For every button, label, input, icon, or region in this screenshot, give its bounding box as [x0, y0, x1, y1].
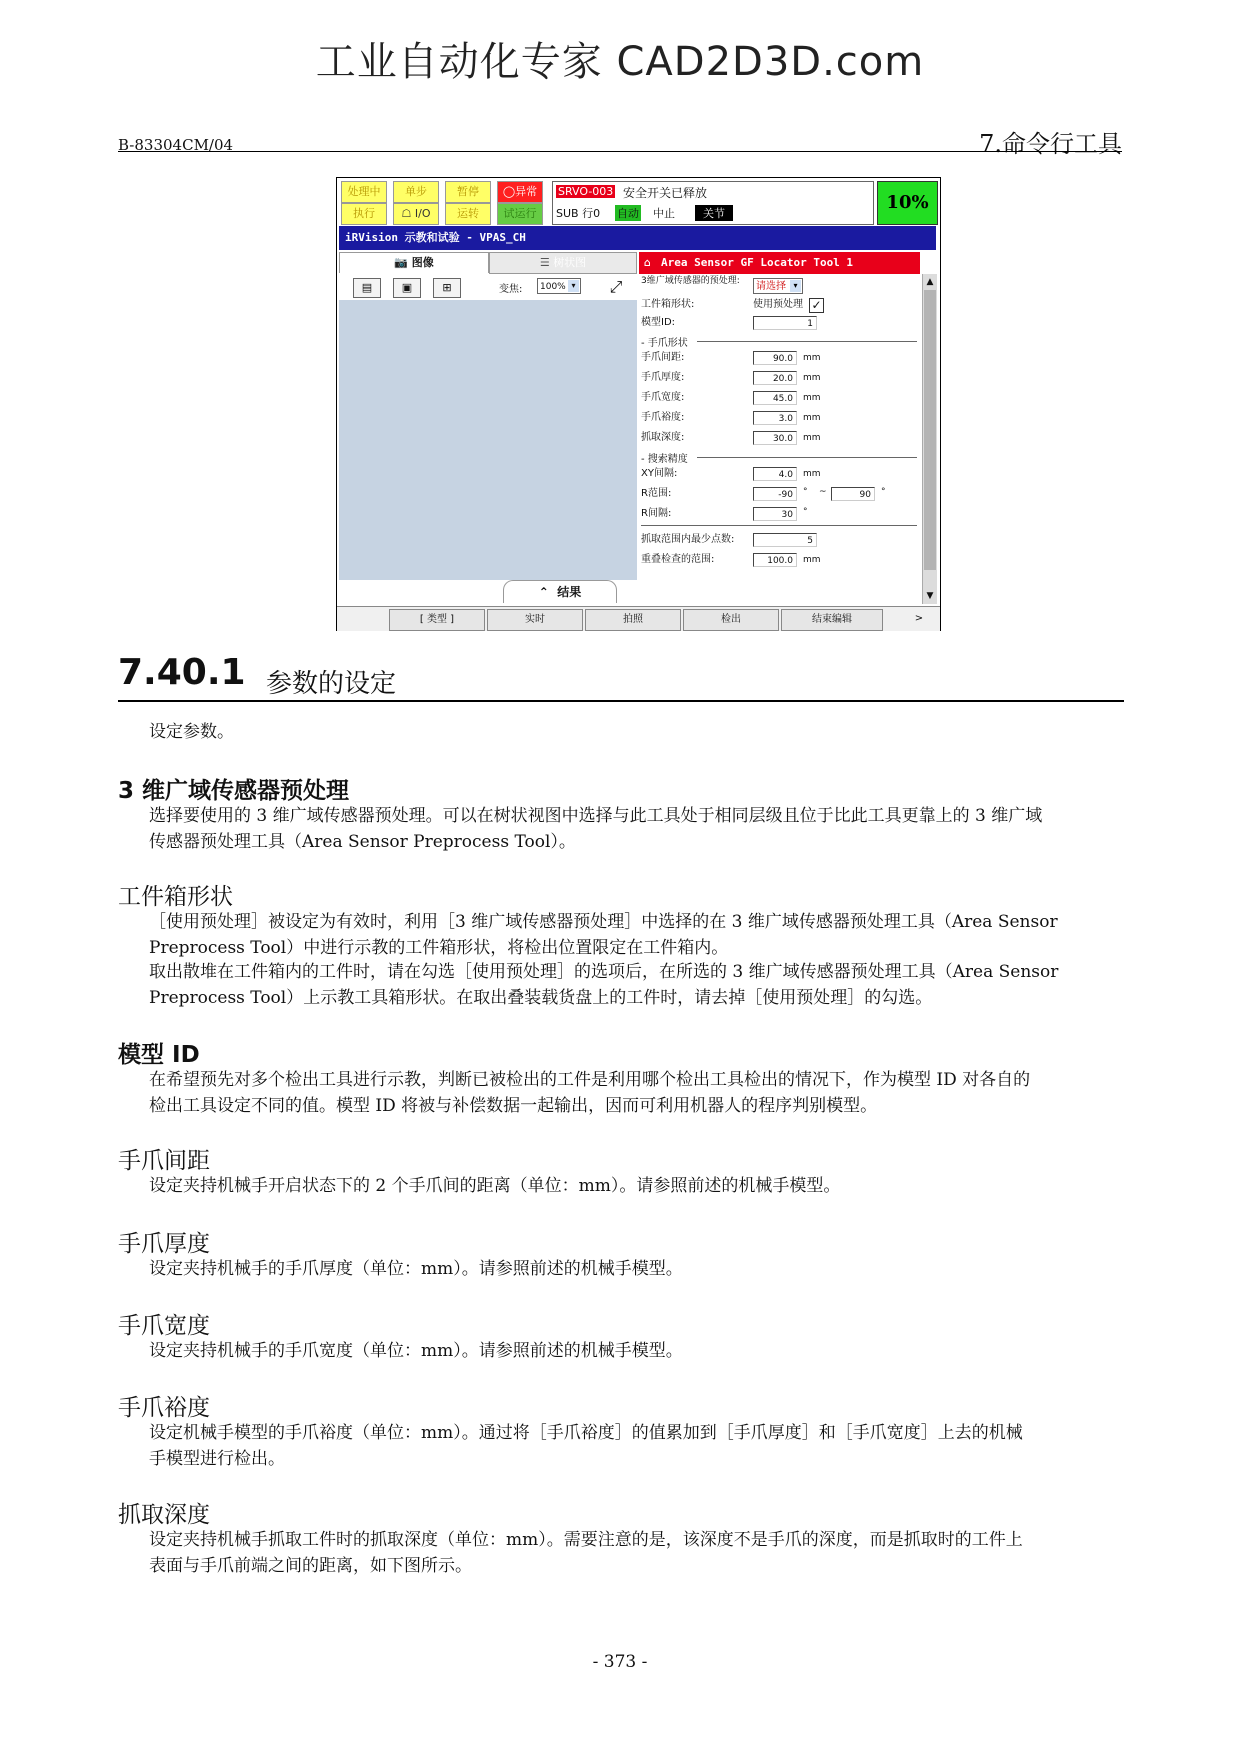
- alarm-message-box: [552, 181, 874, 225]
- item-heading: 模型 ID: [118, 1042, 200, 1068]
- softkey-live[interactable]: 实时: [487, 609, 583, 631]
- pendant-screenshot: [336, 177, 941, 631]
- hand-margin-input[interactable]: 3.0: [753, 411, 797, 425]
- section-intro: 设定参数。: [149, 722, 234, 742]
- item-body-line: 选择要使用的 3 维广域传感器预处理。可以在树状视图中选择与此工具处于相同层级且位于比此工具更靠上的 3 维广域: [149, 806, 1043, 826]
- results-tab[interactable]: [503, 580, 617, 603]
- overlap-range-label: 重叠检查的范围:: [641, 554, 715, 565]
- item-body-line: 设定夹持机械手抓取工件时的抓取深度（单位：mm）。需要注意的是，该深度不是手爪的深度，而是抓取时的工件上: [149, 1530, 1023, 1550]
- r-step-input[interactable]: 30: [753, 507, 797, 521]
- alarm-message: 安全开关已释放: [623, 186, 708, 200]
- camera-icon: 📷: [394, 256, 408, 269]
- led-step: 单步: [393, 181, 439, 203]
- function-key-bar: [337, 606, 940, 631]
- image-display[interactable]: [339, 300, 637, 580]
- xy-interval-unit: mm: [803, 469, 821, 479]
- item-body-line: 在希望预先对多个检出工具进行示教，判断已被检出的工件是利用哪个检出工具检出的情况下，作为模型 ID 对各自的: [149, 1070, 1031, 1090]
- item-body-line: 传感器预处理工具（Area Sensor Preprocess Tool）。: [149, 832, 576, 852]
- item-heading: 工件箱形状: [118, 884, 233, 910]
- hand-width-label: 手爪宽度:: [641, 392, 685, 403]
- sensor-preprocess-value: 请选择: [756, 281, 786, 292]
- min-points-label: 抓取范围内最少点数:: [641, 534, 735, 545]
- box-shape-option: 使用预处理: [753, 299, 803, 310]
- hand-shape-section: [641, 334, 917, 348]
- tab-tree[interactable]: [489, 252, 637, 274]
- sensor-preprocess-select[interactable]: [753, 278, 803, 294]
- item-heading: 手爪间距: [118, 1148, 210, 1174]
- r-range-min-unit: °: [803, 487, 808, 497]
- fault-icon: ◯: [502, 185, 516, 198]
- model-id-label: 模型ID:: [641, 317, 676, 328]
- tool-title-text: Area Sensor GF Locator Tool 1: [661, 256, 854, 269]
- led-hold: 暂停: [445, 181, 491, 203]
- document-id: B-83304CM/04: [118, 136, 234, 154]
- save-image-button[interactable]: [393, 278, 421, 298]
- hand-thickness-input[interactable]: 20.0: [753, 371, 797, 385]
- hand-gap-unit: mm: [803, 353, 821, 363]
- results-tab-label: 结果: [557, 585, 582, 599]
- search-section: [641, 450, 917, 464]
- led-run: 执行: [341, 203, 387, 225]
- grid-icon: ⊞: [442, 281, 452, 294]
- zoom-label: 变焦:: [499, 284, 523, 295]
- grasp-depth-input[interactable]: 30.0: [753, 431, 797, 445]
- tree-icon: ☰: [539, 256, 550, 269]
- status-bar: [341, 181, 936, 223]
- expand-icon: ⤢: [609, 277, 623, 296]
- item-body-line: 设定夹持机械手的手爪厚度（单位：mm）。请参照前述的机械手模型。: [149, 1259, 683, 1279]
- grid-button[interactable]: [433, 278, 461, 298]
- scrollbar[interactable]: [922, 274, 937, 604]
- coord-system: 关节: [695, 205, 733, 221]
- page-number: - 373 -: [592, 1652, 648, 1672]
- hand-thickness-label: 手爪厚度:: [641, 372, 685, 383]
- sensor-preprocess-label: 3维广域传感器的预处理:: [641, 276, 740, 286]
- led-fault-label: 异常: [515, 185, 538, 198]
- alarm-code: SRVO-003: [558, 185, 614, 198]
- image-pane: [339, 252, 637, 604]
- mode-indicator: 自动: [617, 207, 639, 220]
- item-heading: 手爪厚度: [118, 1231, 210, 1257]
- item-body-line: 检出工具设定不同的值。模型 ID 将被与补偿数据一起输出，因而可利用机器人的程序判别模型。: [149, 1096, 878, 1116]
- item-body-line: 取出散堆在工件箱内的工件时，请在勾选［使用预处理］的选项后，在所选的 3 维广域传感器预处理工具（Area Sensor: [149, 962, 1059, 982]
- chevron-down-icon: ▾: [790, 280, 801, 292]
- chapter-title: 7.命令行工具: [979, 130, 1122, 158]
- grasp-depth-unit: mm: [803, 433, 821, 443]
- hand-width-input[interactable]: 45.0: [753, 391, 797, 405]
- tab-image-label: 图像: [411, 256, 434, 269]
- separator: [641, 525, 917, 526]
- hand-width-unit: mm: [803, 393, 821, 403]
- header-rule: [118, 151, 1122, 152]
- led-prod: 运转: [445, 203, 491, 225]
- item-heading: 3 维广域传感器预处理: [118, 778, 350, 804]
- program-line: SUB 行0: [556, 207, 601, 220]
- folder-icon: ▤: [361, 281, 373, 294]
- save-icon: ▣: [401, 281, 413, 294]
- r-range-min-input[interactable]: -90: [753, 487, 797, 501]
- item-body-line: Preprocess Tool）中进行示教的工件箱形状，将检出位置限定在工件箱内。: [149, 938, 729, 958]
- item-heading: 抓取深度: [118, 1502, 210, 1528]
- led-io: [393, 203, 439, 225]
- hand-gap-label: 手爪间距:: [641, 352, 685, 363]
- led-tcyc: 试运行: [497, 203, 543, 225]
- zoom-value: 100%: [540, 282, 566, 292]
- chevron-down-icon: ▾: [568, 280, 579, 292]
- scroll-up-icon[interactable]: ▲: [926, 277, 934, 287]
- item-body-line: 手模型进行检出。: [149, 1449, 285, 1469]
- tab-tree-label: 树状图: [553, 256, 587, 269]
- use-preprocess-checkbox[interactable]: [809, 298, 824, 313]
- item-body-line: 表面与手爪前端之间的距离，如下图所示。: [149, 1556, 472, 1576]
- hand-margin-unit: mm: [803, 413, 821, 423]
- hand-shape-section-label: - 手爪形状: [641, 338, 688, 349]
- item-body-line: 设定机械手模型的手爪裕度（单位：mm）。通过将［手爪裕度］的值累加到［手爪厚度］和［手爪宽度］上去的机械: [149, 1423, 1023, 1443]
- r-step-label: R间隔:: [641, 508, 672, 519]
- overlap-range-input[interactable]: 100.0: [753, 553, 797, 567]
- softkey-next[interactable]: >: [914, 613, 924, 624]
- hand-margin-label: 手爪裕度:: [641, 412, 685, 423]
- home-icon: ⌂: [644, 256, 651, 269]
- item-body-line: ［使用预处理］被设定为有效时，利用［3 维广域传感器预处理］中选择的在 3 维广域传感器预处理工具（Area Sensor: [149, 912, 1058, 932]
- led-io-label: I/O: [414, 207, 431, 220]
- section-rule: [118, 700, 1124, 702]
- check-icon: ✓: [811, 298, 822, 312]
- led-fault: [497, 181, 543, 203]
- watermark: 工业自动化专家 CAD2D3D.com: [315, 39, 925, 85]
- item-heading: 手爪裕度: [118, 1395, 210, 1421]
- r-step-unit: °: [803, 507, 808, 517]
- softkey-end-edit[interactable]: 结束编辑: [781, 609, 883, 631]
- box-shape-label: 工件箱形状:: [641, 299, 695, 310]
- tool-setup-pane: [639, 252, 920, 604]
- led-busy: 处理中: [341, 181, 387, 203]
- zoom-select[interactable]: [537, 278, 581, 294]
- grasp-depth-label: 抓取深度:: [641, 432, 685, 443]
- softkey-snap[interactable]: 拍照: [585, 609, 681, 631]
- softkey-find[interactable]: 检出: [683, 609, 779, 631]
- section-title: 参数的设定: [266, 669, 397, 699]
- xy-interval-label: XY间隔:: [641, 468, 678, 479]
- item-heading: 手爪宽度: [118, 1313, 210, 1339]
- scroll-down-icon[interactable]: ▼: [926, 591, 934, 601]
- screen-title: iRVision 示教和试验 - VPAS_CH: [339, 226, 936, 250]
- xy-interval-input[interactable]: 4.0: [753, 467, 797, 481]
- hand-thickness-unit: mm: [803, 373, 821, 383]
- program-state: 中止: [653, 207, 675, 220]
- io-icon: ☖: [401, 207, 412, 220]
- softkey-type[interactable]: [ 类型 ]: [389, 609, 485, 631]
- hand-gap-input[interactable]: 90.0: [753, 351, 797, 365]
- section-number: 7.40.1: [118, 652, 246, 693]
- search-section-label: - 搜索精度: [641, 454, 688, 465]
- tool-title: [639, 252, 920, 274]
- r-range-max-input[interactable]: 90: [831, 487, 875, 501]
- chevron-up-icon: ⌃: [538, 585, 549, 599]
- item-body-line: 设定夹持机械手开启状态下的 2 个手爪间的距离（单位：mm）。请参照前述的机械手模型。: [149, 1176, 841, 1196]
- tab-image[interactable]: [339, 252, 489, 273]
- open-image-button[interactable]: [353, 278, 381, 298]
- r-range-tilde: ~: [819, 487, 827, 497]
- r-range-max-unit: °: [881, 487, 886, 497]
- model-id-input[interactable]: 1: [753, 316, 817, 330]
- item-body-line: 设定夹持机械手的手爪宽度（单位：mm）。请参照前述的机械手模型。: [149, 1341, 683, 1361]
- fit-view-button[interactable]: [601, 277, 631, 297]
- overlap-range-unit: mm: [803, 555, 821, 565]
- override-percent: 10%: [877, 181, 938, 225]
- r-range-label: R范围:: [641, 488, 672, 499]
- item-body-line: Preprocess Tool）上示教工具箱形状。在取出叠装载货盘上的工件时，请去掉［使用预处理］的勾选。: [149, 988, 933, 1008]
- min-points-input[interactable]: 5: [753, 533, 817, 547]
- scroll-thumb[interactable]: [924, 290, 936, 570]
